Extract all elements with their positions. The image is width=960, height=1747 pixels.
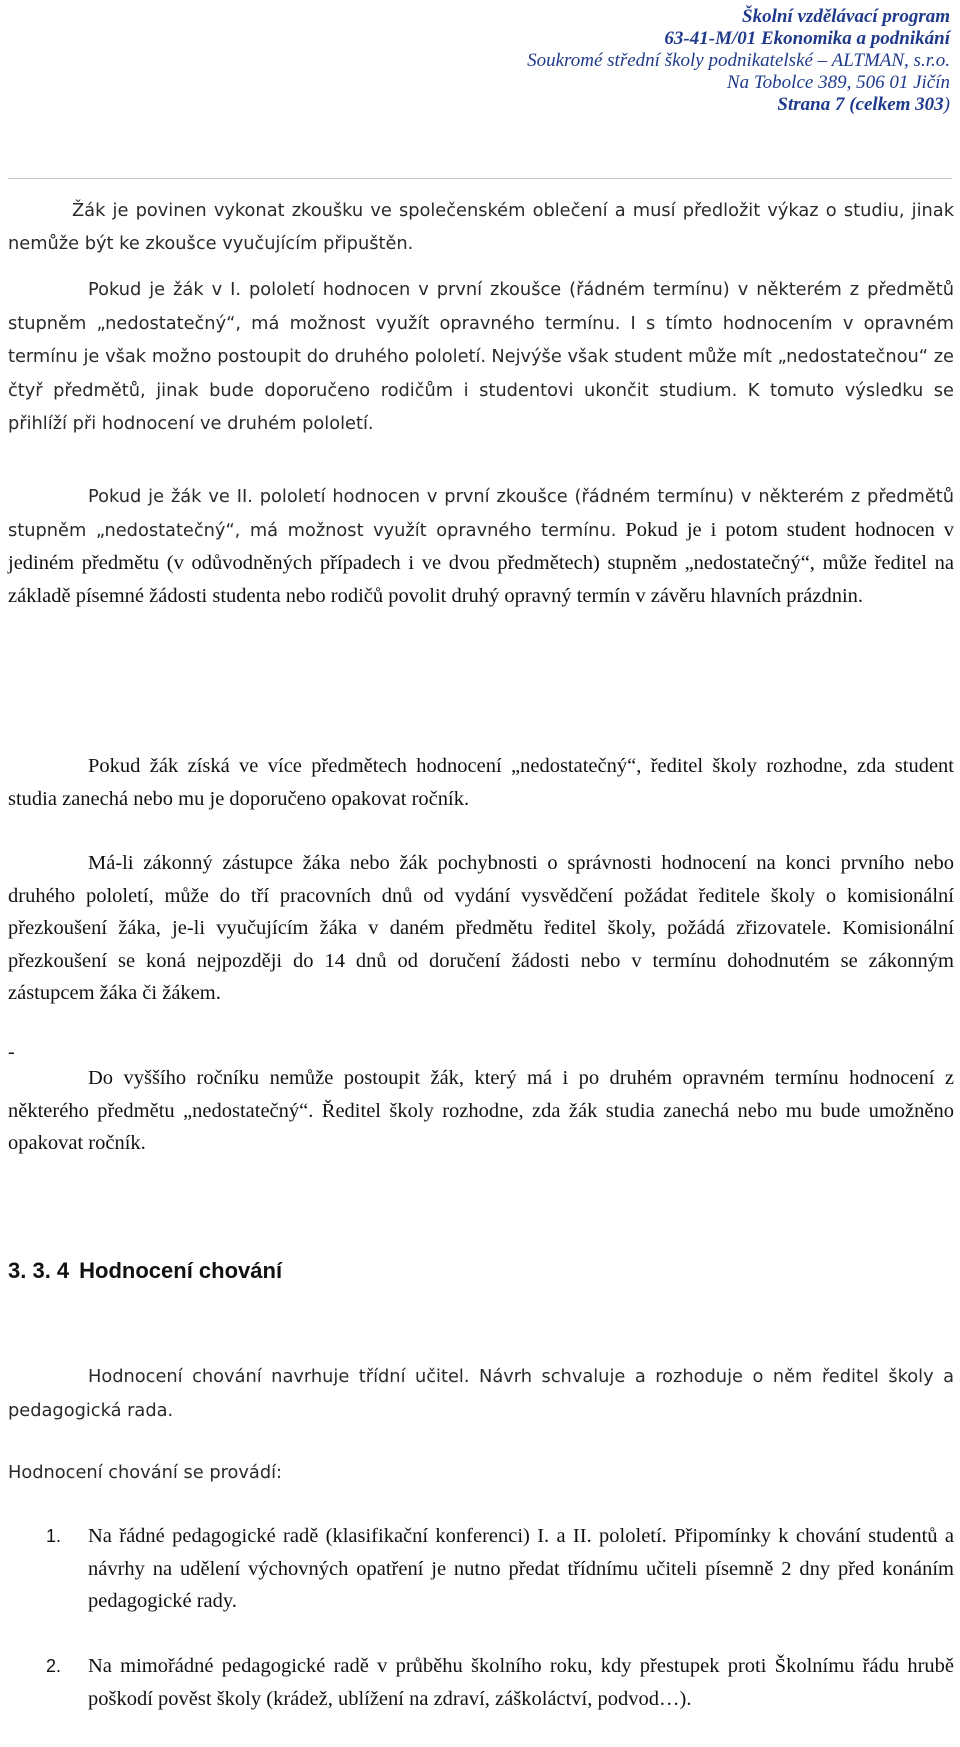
paragraph-behavior-intro: Hodnocení chování navrhuje třídní učitel. Návrh schvaluje a rozhoduje o něm ředitel školy a pedagogická rada. <box>8 1366 954 1421</box>
section-number: 3. 3. 4 <box>8 1258 70 1283</box>
list-item <box>8 1520 954 1618</box>
header-field-code: 63-41-M/01 Ekonomika a podnikání <box>664 28 950 49</box>
paragraph-promotion: Do vyššího ročníku nemůže postoupit žák, který má i po druhém opravném termínu hodnocení z některého předmětu „nedostatečný“. Ředitel školy rozhodne, zda žák studia zanechá nebo mu bude umožněno opakovat ročník. <box>8 1067 954 1154</box>
paragraph-first-semester: Pokud je žák v I. pololetí hodnocen v první zkoušce (řádném termínu) v některém z předmětů stupněm „nedostatečný“, má možnost využít opravného termínu. I s tímto hodnocením v opravném termínu je však možno postoupit do druhého pololetí. Nejvýše však student může mít „nedostatečnou“ ze čtyř předmětů, jinak bude doporučeno rodičům i studentovi ukončit studium. K tomuto výsledku se přihlíží při hodnocení ve druhém pololetí. <box>8 279 954 434</box>
header-divider <box>8 178 952 179</box>
section-title: Hodnocení chování <box>79 1258 283 1283</box>
header-page-number: Strana 7 (celkem 303) <box>777 94 950 115</box>
header-address: Na Tobolce 389, 506 01 Jičín <box>726 72 950 93</box>
stray-dash: - <box>8 1041 15 1063</box>
paragraph-commission-exam: Má-li zákonný zástupce žáka nebo žák pochybnosti o správnosti hodnocení na konci prvního nebo druhého pololetí, může do tří pracovních dnů od vydání vysvědčení požádat ředitele školy o komisionální přezkoušení žáka, je-li vyučujícím žáka v daném předmětu ředitel školy, požádá zřizovatele. Komisionální přezkoušení se koná nejpozději do 14 dnů od doručení žádosti nebo v termínu dohodnutém se zákonným zástupcem žáka či žákem. <box>8 852 954 1004</box>
list-item-marker: 2. <box>46 1656 62 1676</box>
behavior-list-lead: Hodnocení chování se provádí: <box>8 1462 283 1483</box>
header-program-title: Školní vzdělávací program <box>742 6 950 27</box>
header-school-name: Soukromé střední školy podnikatelské – ALTMAN, s.r.o. <box>527 50 950 71</box>
paragraph-exam-attire: Žák je povinen vykonat zkoušku ve společenském oblečení a musí předložit výkaz o studiu, jinak nemůže být ke zkoušce vyučujícím připuštěn. <box>8 200 954 254</box>
page-header <box>350 6 950 116</box>
paragraph-multiple-failures: Pokud žák získá ve více předmětech hodnocení „nedostatečný“, ředitel školy rozhodne, zda student studia zanechá nebo mu je doporučeno opakovat ročník. <box>8 755 954 810</box>
section-heading <box>8 1257 282 1285</box>
list-item <box>8 1650 954 1715</box>
list-item-marker: 1. <box>46 1526 62 1546</box>
list-item-text: Na mimořádné pedagogické radě v průběhu školního roku, kdy přestupek proti Školnímu řádu hrubě poškodí pověst školy (krádež, ublížení na zdraví, záškoláctví, podvod…). <box>88 1655 954 1710</box>
list-item-text: Na řádné pedagogické radě (klasifikační konferenci) I. a II. pololetí. Připomínky k chování studentů a návrhy na udělení výchovných opatření je nutno předat třídnímu učiteli písemně 2 dny před konáním pedagogické rady. <box>88 1525 954 1612</box>
paragraph-second-semester: Pokud je žák ve II. pololetí hodnocen v první zkoušce (řádném termínu) v některém z předmětů stupněm „nedostatečný“, má možnost využít opravného termínu. Pokud je i potom student hodnocen v jediném předmětu (v odůvodněných případech i ve dvou předmětech) stupněm „nedostatečný“, může ředitel na základě písemné žádosti studenta nebo rodičů povolit druhý opravný termín v závěru hlavních prázdnin. <box>8 486 954 607</box>
